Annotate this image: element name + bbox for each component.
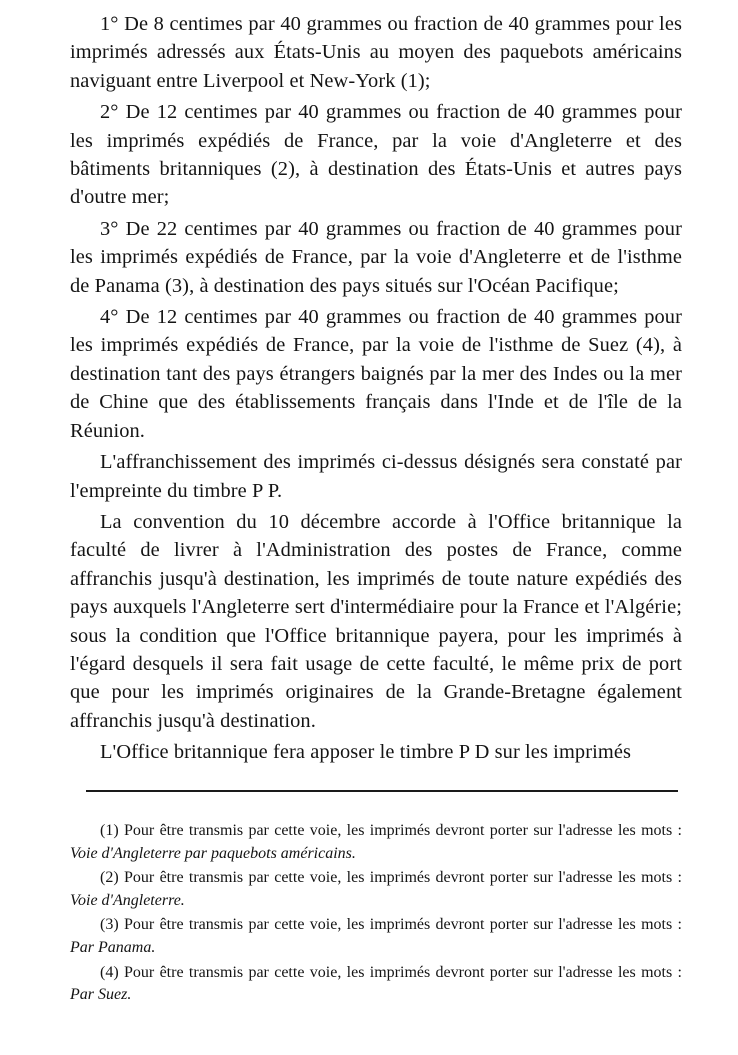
footnote-route: Voie d'Angleterre par paquebots américains. [70, 844, 356, 862]
paragraph-rate-4: 4° De 12 centimes par 40 grammes ou fraction de 40 grammes pour les imprimés expédiés de France, par la voie de l'isthme de Suez (4), à destination tant des pays étrangers baignés par la mer des Indes ou la mer de Chine que des établissements français dans l'Inde et de l'île de la Réunion. [70, 306, 682, 442]
footnote-route: Par Panama. [70, 938, 156, 956]
footnotes [70, 820, 682, 1009]
footnote-text: (3) Pour être transmis par cette voie, les imprimés devront porter sur l'adresse les mots : [100, 916, 682, 934]
footnote-route: Voie d'Angleterre. [70, 891, 185, 909]
footnote-text: (4) Pour être transmis par cette voie, les imprimés devront porter sur l'adresse les mots : [100, 963, 682, 981]
footnote-divider [86, 790, 678, 792]
main-text [70, 10, 682, 770]
footnote-text: (1) Pour être transmis par cette voie, les imprimés devront porter sur l'adresse les mots : [100, 822, 682, 839]
paragraph-stamp-pp: L'affranchissement des imprimés ci-dessus désignés sera constaté par l'empreinte du timbre P P. [70, 451, 682, 502]
footnote-3 [70, 914, 682, 959]
paragraph-stamp-pd: L'Office britannique fera apposer le timbre P D sur les imprimés [100, 741, 632, 764]
footnote-4 [70, 962, 682, 1007]
paragraph-rate-3: 3° De 22 centimes par 40 grammes ou fraction de 40 grammes pour les imprimés expédiés de France, par la voie d'Angleterre et de l'isthme de Panama (3), à destination des pays situés sur l'Océan Pacifique; [70, 217, 682, 297]
footnote-2 [70, 867, 682, 912]
footnote-route: Par Suez. [70, 986, 132, 1004]
paragraph-convention: La convention du 10 décembre accorde à l'Office britannique la faculté de livrer à l'Administration des postes de France, comme affranchis jusqu'à destination, les imprimés de toute nature expédiés des pays auxquels l'Angleterre sert d'intermédiaire pour la France et l'Algérie; sous la condition que l'Office britannique payera, pour les imprimés à l'égard desquels il sera fait usage de cette faculté, le même prix de port que pour les imprimés originaires de la Grande-Bretagne également affranchis jusqu'à destination. [70, 510, 682, 732]
footnote-1 [70, 820, 682, 865]
paragraph-rate-1: 1° De 8 centimes par 40 grammes ou fraction de 40 grammes pour les imprimés adressés aux États-Unis au moyen des paquebots américains naviguant entre Liverpool et New-York (1); [70, 13, 682, 92]
footnote-text: (2) Pour être transmis par cette voie, les imprimés devront porter sur l'adresse les mots : [100, 869, 682, 887]
paragraph-rate-2: 2° De 12 centimes par 40 grammes ou fraction de 40 grammes pour les imprimés expédiés de France, par la voie d'Angleterre et des bâtiments britanniques (2), à destination des États-Unis et autres pays d'outre mer; [70, 101, 682, 209]
